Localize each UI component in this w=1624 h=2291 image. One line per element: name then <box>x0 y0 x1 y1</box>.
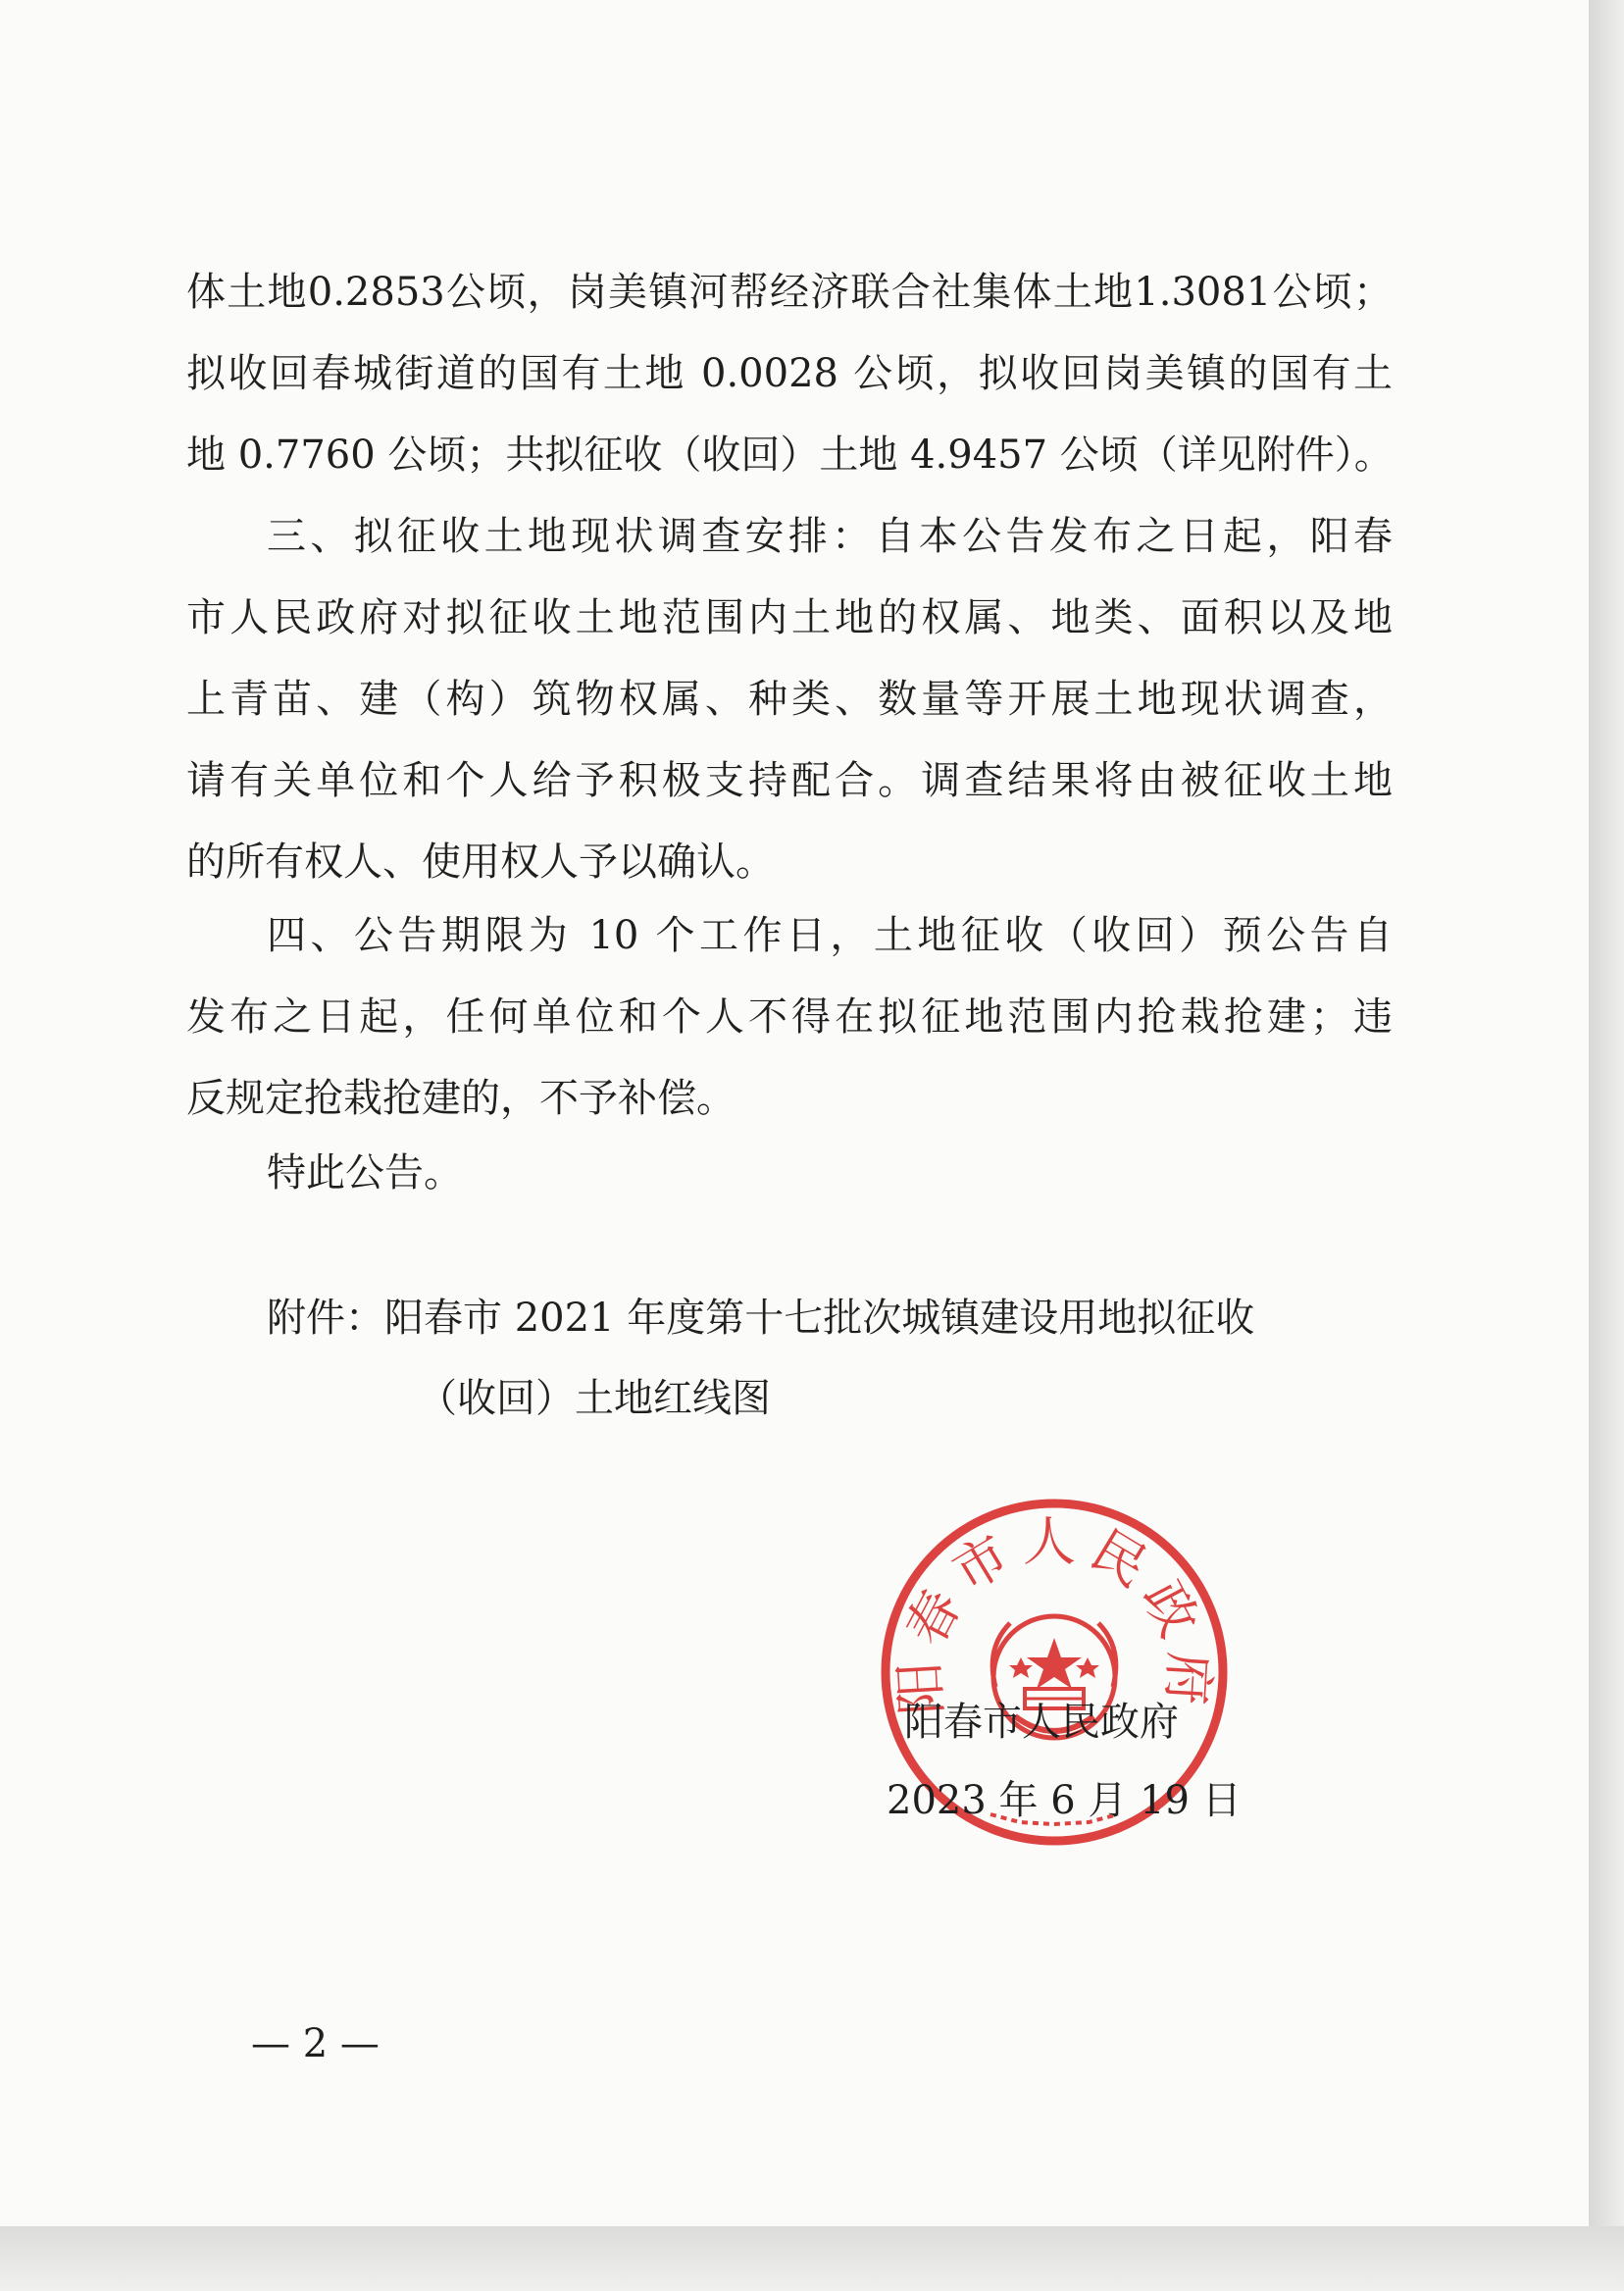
section-three-line-1: 三、拟征收土地现状调查安排：自本公告发布之日起，阳春 <box>267 514 1393 559</box>
signer-name: 阳春市人民政府 <box>904 1700 1179 1745</box>
attachment-line-2: （收回）土地红线图 <box>418 1376 771 1421</box>
section-three-line-2: 市人民政府对拟征收土地范围内土地的权属、地类、面积以及地 <box>186 595 1393 640</box>
body-line-2: 拟收回春城街道的国有土地 0.0028 公顷，拟收回岗美镇的国有土 <box>186 351 1393 396</box>
section-four-line-2: 发布之日起，任何单位和个人不得在拟征地范围内抢栽抢建；违 <box>186 994 1393 1040</box>
section-three-line-3: 上青苗、建（构）筑物权属、种类、数量等开展土地现状调查， <box>186 677 1393 722</box>
svg-text:阳春市人民政府 <box>888 1511 1220 1717</box>
closing-statement: 特此公告。 <box>267 1150 463 1196</box>
document-date: 2023 年 6 月 19 日 <box>887 1778 1242 1823</box>
section-four-line-1: 四、公告期限为 10 个工作日，土地征收（收回）预公告自 <box>267 913 1393 958</box>
section-three-line-5: 的所有权人、使用权人予以确认。 <box>186 840 775 885</box>
section-three-line-4: 请有关单位和个人给予积极支持配合。调查结果将由被征收土地 <box>186 758 1393 803</box>
body-line-3: 地 0.7760 公顷；共拟征收（收回）土地 4.9457 公顷（详见附件）。 <box>186 433 1394 478</box>
section-four-line-3: 反规定抢栽抢建的，不予补偿。 <box>186 1076 736 1121</box>
scan-edge-right <box>1589 0 1624 2291</box>
page-number: — 2 — <box>251 2021 380 2066</box>
body-line-1: 体土地0.2853公顷，岗美镇河帮经济联合社集体土地1.3081公顷； <box>186 270 1393 315</box>
attachment-line-1: 附件：阳春市 2021 年度第十七批次城镇建设用地拟征收 <box>267 1296 1255 1341</box>
scan-edge-bottom <box>0 2226 1624 2291</box>
seal-text: 阳春市人民政府 <box>888 1510 1221 1717</box>
